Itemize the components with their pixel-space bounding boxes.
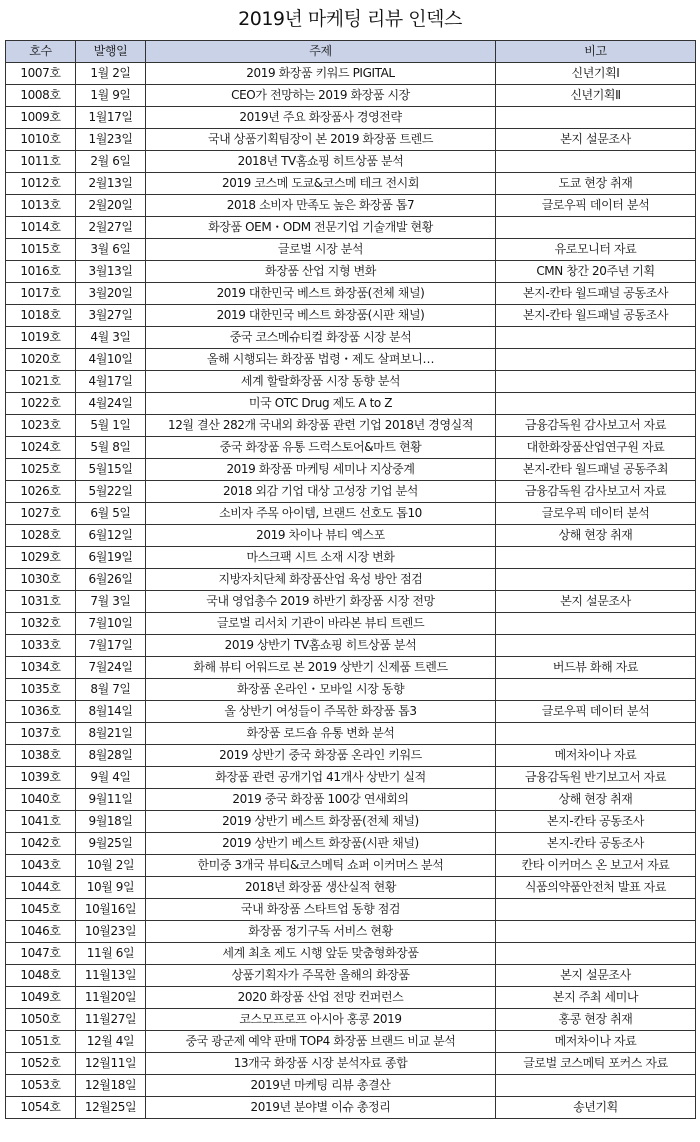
publish-date-cell: 11월 6일 bbox=[76, 943, 146, 965]
issue-no-cell: 1030호 bbox=[6, 569, 76, 591]
topic-cell: 상품기획자가 주목한 올해의 화장품 bbox=[146, 965, 496, 987]
topic-cell: 중국 화장품 유통 드럭스토어&마트 현황 bbox=[146, 437, 496, 459]
note-cell: 본지 설문조사 bbox=[496, 129, 696, 151]
issue-no-cell: 1044호 bbox=[6, 877, 76, 899]
topic-cell: 2019 대한민국 베스트 화장품(시판 채널) bbox=[146, 305, 496, 327]
publish-date-cell: 1월 2일 bbox=[76, 63, 146, 85]
publish-date-cell: 4월17일 bbox=[76, 371, 146, 393]
table-row bbox=[6, 283, 696, 305]
table-row bbox=[6, 547, 696, 569]
table-row bbox=[6, 503, 696, 525]
note-cell bbox=[496, 327, 696, 349]
table-row bbox=[6, 679, 696, 701]
publish-date-cell: 7월 3일 bbox=[76, 591, 146, 613]
table-row bbox=[6, 833, 696, 855]
issue-no-cell: 1018호 bbox=[6, 305, 76, 327]
note-cell bbox=[496, 349, 696, 371]
issue-no-cell: 1032호 bbox=[6, 613, 76, 635]
issue-no-cell: 1010호 bbox=[6, 129, 76, 151]
issue-no-cell: 1037호 bbox=[6, 723, 76, 745]
publish-date-cell: 8월14일 bbox=[76, 701, 146, 723]
issue-no-cell: 1047호 bbox=[6, 943, 76, 965]
publish-date-cell: 9월11일 bbox=[76, 789, 146, 811]
note-cell bbox=[496, 393, 696, 415]
table-row bbox=[6, 899, 696, 921]
publish-date-cell: 3월 6일 bbox=[76, 239, 146, 261]
table-row bbox=[6, 107, 696, 129]
issue-no-cell: 1053호 bbox=[6, 1075, 76, 1097]
topic-cell: 2020 화장품 산업 전망 컨퍼런스 bbox=[146, 987, 496, 1009]
table-row bbox=[6, 965, 696, 987]
issue-no-cell: 1040호 bbox=[6, 789, 76, 811]
table-row bbox=[6, 855, 696, 877]
issue-no-cell: 1028호 bbox=[6, 525, 76, 547]
table-row bbox=[6, 459, 696, 481]
topic-cell: 화장품 정기구독 서비스 현황 bbox=[146, 921, 496, 943]
issue-no-cell: 1007호 bbox=[6, 63, 76, 85]
topic-cell: 화장품 온라인・모바일 시장 동향 bbox=[146, 679, 496, 701]
topic-cell: 2019 차이나 뷰티 엑스포 bbox=[146, 525, 496, 547]
table-row bbox=[6, 239, 696, 261]
note-cell: 칸타 이커머스 온 보고서 자료 bbox=[496, 855, 696, 877]
issue-no-cell: 1008호 bbox=[6, 85, 76, 107]
publish-date-cell: 2월13일 bbox=[76, 173, 146, 195]
topic-cell: 2019 상반기 TV홈쇼핑 히트상품 분석 bbox=[146, 635, 496, 657]
issue-no-cell: 1023호 bbox=[6, 415, 76, 437]
topic-cell: 2019년 분야별 이슈 총정리 bbox=[146, 1097, 496, 1119]
note-cell: CMN 창간 20주년 기획 bbox=[496, 261, 696, 283]
topic-cell: 2018 소비자 만족도 높은 화장품 톱7 bbox=[146, 195, 496, 217]
topic-cell: 소비자 주목 아이템, 브랜드 선호도 톱10 bbox=[146, 503, 496, 525]
issue-no-cell: 1046호 bbox=[6, 921, 76, 943]
issue-no-cell: 1050호 bbox=[6, 1009, 76, 1031]
topic-cell: 한미중 3개국 뷰티&코스메틱 쇼퍼 이커머스 분석 bbox=[146, 855, 496, 877]
issue-no-cell: 1042호 bbox=[6, 833, 76, 855]
note-cell: 상해 현장 취재 bbox=[496, 789, 696, 811]
topic-cell: 2019 대한민국 베스트 화장품(전체 채널) bbox=[146, 283, 496, 305]
publish-date-cell: 1월17일 bbox=[76, 107, 146, 129]
table-row bbox=[6, 371, 696, 393]
publish-date-cell: 7월17일 bbox=[76, 635, 146, 657]
publish-date-cell: 11월13일 bbox=[76, 965, 146, 987]
issue-no-cell: 1021호 bbox=[6, 371, 76, 393]
publish-date-cell: 3월13일 bbox=[76, 261, 146, 283]
topic-cell: 세계 최초 제도 시행 앞둔 맞춤형화장품 bbox=[146, 943, 496, 965]
publish-date-cell: 3월27일 bbox=[76, 305, 146, 327]
topic-cell: 지방자치단체 화장품산업 육성 방안 점검 bbox=[146, 569, 496, 591]
publish-date-cell: 9월18일 bbox=[76, 811, 146, 833]
issue-no-cell: 1033호 bbox=[6, 635, 76, 657]
note-cell: 본지-칸타 공동조사 bbox=[496, 833, 696, 855]
publish-date-cell: 5월 8일 bbox=[76, 437, 146, 459]
table-row bbox=[6, 525, 696, 547]
publish-date-cell: 5월22일 bbox=[76, 481, 146, 503]
table-row bbox=[6, 943, 696, 965]
topic-cell: 화장품 관련 공개기업 41개사 상반기 실적 bbox=[146, 767, 496, 789]
topic-cell: 2019 상반기 베스트 화장품(시판 채널) bbox=[146, 833, 496, 855]
publish-date-cell: 5월15일 bbox=[76, 459, 146, 481]
table-row bbox=[6, 327, 696, 349]
publish-date-cell: 4월24일 bbox=[76, 393, 146, 415]
table-row bbox=[6, 789, 696, 811]
note-cell: 글로우픽 데이터 분석 bbox=[496, 503, 696, 525]
note-cell: 본지 설문조사 bbox=[496, 591, 696, 613]
issue-no-cell: 1045호 bbox=[6, 899, 76, 921]
note-cell: 대한화장품산업연구원 자료 bbox=[496, 437, 696, 459]
publish-date-cell: 2월27일 bbox=[76, 217, 146, 239]
topic-cell: 2019 상반기 중국 화장품 온라인 키워드 bbox=[146, 745, 496, 767]
note-cell bbox=[496, 547, 696, 569]
note-cell: 글로우픽 데이터 분석 bbox=[496, 701, 696, 723]
publish-date-cell: 2월 6일 bbox=[76, 151, 146, 173]
issue-no-cell: 1049호 bbox=[6, 987, 76, 1009]
topic-cell: 화장품 OEM・ODM 전문기업 기술개발 현황 bbox=[146, 217, 496, 239]
issue-no-cell: 1012호 bbox=[6, 173, 76, 195]
issue-no-cell: 1039호 bbox=[6, 767, 76, 789]
topic-cell: 국내 영업총수 2019 하반기 화장품 시장 전망 bbox=[146, 591, 496, 613]
topic-cell: 12월 결산 282개 국내외 화장품 관련 기업 2018년 경영실적 bbox=[146, 415, 496, 437]
note-cell: 금융감독원 반기보고서 자료 bbox=[496, 767, 696, 789]
table-row bbox=[6, 173, 696, 195]
note-cell: 본지-칸타 공동조사 bbox=[496, 811, 696, 833]
issue-no-cell: 1034호 bbox=[6, 657, 76, 679]
header-topic: 주제 bbox=[146, 41, 496, 63]
note-cell: 식품의약품안전처 발표 자료 bbox=[496, 877, 696, 899]
note-cell bbox=[496, 217, 696, 239]
publish-date-cell: 12월25일 bbox=[76, 1097, 146, 1119]
topic-cell: 올해 시행되는 화장품 법령・제도 살펴보니… bbox=[146, 349, 496, 371]
table-row bbox=[6, 1097, 696, 1119]
table-row bbox=[6, 569, 696, 591]
table-row bbox=[6, 877, 696, 899]
table-row bbox=[6, 305, 696, 327]
note-cell: 메저차이나 자료 bbox=[496, 1031, 696, 1053]
publish-date-cell: 6월26일 bbox=[76, 569, 146, 591]
topic-cell: 중국 광군제 예약 판매 TOP4 화장품 브랜드 비교 분석 bbox=[146, 1031, 496, 1053]
note-cell: 유로모니터 자료 bbox=[496, 239, 696, 261]
note-cell: 홍콩 현장 취재 bbox=[496, 1009, 696, 1031]
table-row bbox=[6, 921, 696, 943]
table-row bbox=[6, 657, 696, 679]
topic-cell: 중국 코스메슈티컬 화장품 시장 분석 bbox=[146, 327, 496, 349]
issue-no-cell: 1043호 bbox=[6, 855, 76, 877]
issue-no-cell: 1014호 bbox=[6, 217, 76, 239]
note-cell bbox=[496, 679, 696, 701]
topic-cell: 글로벌 리서치 기관이 바라본 뷰티 트렌드 bbox=[146, 613, 496, 635]
issue-no-cell: 1020호 bbox=[6, 349, 76, 371]
note-cell bbox=[496, 635, 696, 657]
note-cell: 금융감독원 감사보고서 자료 bbox=[496, 481, 696, 503]
topic-cell: 화해 뷰티 어워드로 본 2019 상반기 신제품 트렌드 bbox=[146, 657, 496, 679]
header-publish-date: 발행일 bbox=[76, 41, 146, 63]
note-cell: 본지 설문조사 bbox=[496, 965, 696, 987]
publish-date-cell: 8월 7일 bbox=[76, 679, 146, 701]
topic-cell: 2019년 마케팅 리뷰 총결산 bbox=[146, 1075, 496, 1097]
note-cell bbox=[496, 943, 696, 965]
issue-no-cell: 1041호 bbox=[6, 811, 76, 833]
table-row bbox=[6, 987, 696, 1009]
issue-no-cell: 1022호 bbox=[6, 393, 76, 415]
publish-date-cell: 5월 1일 bbox=[76, 415, 146, 437]
topic-cell: 화장품 산업 지형 변화 bbox=[146, 261, 496, 283]
publish-date-cell: 10월16일 bbox=[76, 899, 146, 921]
header-note: 비고 bbox=[496, 41, 696, 63]
topic-cell: 2019 코스메 도쿄&코스메 테크 전시회 bbox=[146, 173, 496, 195]
publish-date-cell: 9월25일 bbox=[76, 833, 146, 855]
issue-no-cell: 1048호 bbox=[6, 965, 76, 987]
note-cell: 본지-칸타 월드패널 공동주최 bbox=[496, 459, 696, 481]
header-issue-no: 호수 bbox=[6, 41, 76, 63]
note-cell: 메저차이나 자료 bbox=[496, 745, 696, 767]
publish-date-cell: 4월10일 bbox=[76, 349, 146, 371]
note-cell bbox=[496, 723, 696, 745]
table-row bbox=[6, 1009, 696, 1031]
topic-cell: 올 상반기 여성들이 주목한 화장품 톱3 bbox=[146, 701, 496, 723]
table-row bbox=[6, 85, 696, 107]
index-table bbox=[5, 40, 696, 1119]
issue-no-cell: 1009호 bbox=[6, 107, 76, 129]
topic-cell: 글로벌 시장 분석 bbox=[146, 239, 496, 261]
issue-no-cell: 1052호 bbox=[6, 1053, 76, 1075]
publish-date-cell: 10월 9일 bbox=[76, 877, 146, 899]
note-cell bbox=[496, 371, 696, 393]
topic-cell: 2019 상반기 베스트 화장품(전체 채널) bbox=[146, 811, 496, 833]
topic-cell: 2019년 주요 화장품사 경영전략 bbox=[146, 107, 496, 129]
issue-no-cell: 1024호 bbox=[6, 437, 76, 459]
topic-cell: 2019 중국 화장품 100강 연새회의 bbox=[146, 789, 496, 811]
publish-date-cell: 2월20일 bbox=[76, 195, 146, 217]
publish-date-cell: 6월19일 bbox=[76, 547, 146, 569]
topic-cell: CEO가 전망하는 2019 화장품 시장 bbox=[146, 85, 496, 107]
publish-date-cell: 3월20일 bbox=[76, 283, 146, 305]
publish-date-cell: 12월11일 bbox=[76, 1053, 146, 1075]
topic-cell: 2018 외감 기업 대상 고성장 기업 분석 bbox=[146, 481, 496, 503]
note-cell: 본지 주최 세미나 bbox=[496, 987, 696, 1009]
note-cell: 버드뷰 화해 자료 bbox=[496, 657, 696, 679]
issue-no-cell: 1026호 bbox=[6, 481, 76, 503]
topic-cell: 국내 화장품 스타트업 동향 점검 bbox=[146, 899, 496, 921]
issue-no-cell: 1051호 bbox=[6, 1031, 76, 1053]
table-row bbox=[6, 393, 696, 415]
table-header bbox=[6, 41, 696, 63]
topic-cell: 코스모프로프 아시아 홍콩 2019 bbox=[146, 1009, 496, 1031]
note-cell: 본지-칸타 월드패널 공동조사 bbox=[496, 305, 696, 327]
publish-date-cell: 12월 4일 bbox=[76, 1031, 146, 1053]
table-row bbox=[6, 217, 696, 239]
topic-cell: 마스크팩 시트 소재 시장 변화 bbox=[146, 547, 496, 569]
note-cell: 글로벌 코스메틱 포커스 자료 bbox=[496, 1053, 696, 1075]
publish-date-cell: 1월 9일 bbox=[76, 85, 146, 107]
table-row bbox=[6, 1075, 696, 1097]
table-row bbox=[6, 745, 696, 767]
table-row bbox=[6, 767, 696, 789]
issue-no-cell: 1025호 bbox=[6, 459, 76, 481]
table-row bbox=[6, 591, 696, 613]
topic-cell: 13개국 화장품 시장 분석자료 종합 bbox=[146, 1053, 496, 1075]
table-row bbox=[6, 151, 696, 173]
issue-no-cell: 1036호 bbox=[6, 701, 76, 723]
publish-date-cell: 12월18일 bbox=[76, 1075, 146, 1097]
note-cell: 도쿄 현장 취재 bbox=[496, 173, 696, 195]
publish-date-cell: 7월24일 bbox=[76, 657, 146, 679]
issue-no-cell: 1029호 bbox=[6, 547, 76, 569]
issue-no-cell: 1016호 bbox=[6, 261, 76, 283]
note-cell: 신년기획Ⅱ bbox=[496, 85, 696, 107]
publish-date-cell: 4월 3일 bbox=[76, 327, 146, 349]
topic-cell: 국내 상품기획팀장이 본 2019 화장품 트렌드 bbox=[146, 129, 496, 151]
issue-no-cell: 1011호 bbox=[6, 151, 76, 173]
note-cell bbox=[496, 921, 696, 943]
topic-cell: 2018년 화장품 생산실적 현황 bbox=[146, 877, 496, 899]
issue-no-cell: 1035호 bbox=[6, 679, 76, 701]
table-body bbox=[6, 63, 696, 1119]
note-cell: 송년기획 bbox=[496, 1097, 696, 1119]
issue-no-cell: 1017호 bbox=[6, 283, 76, 305]
table-row bbox=[6, 261, 696, 283]
publish-date-cell: 11월27일 bbox=[76, 1009, 146, 1031]
topic-cell: 세계 할랄화장품 시장 동향 분석 bbox=[146, 371, 496, 393]
issue-no-cell: 1038호 bbox=[6, 745, 76, 767]
table-row bbox=[6, 811, 696, 833]
publish-date-cell: 8월21일 bbox=[76, 723, 146, 745]
publish-date-cell: 6월 5일 bbox=[76, 503, 146, 525]
publish-date-cell: 1월23일 bbox=[76, 129, 146, 151]
table-row bbox=[6, 63, 696, 85]
publish-date-cell: 8월28일 bbox=[76, 745, 146, 767]
publish-date-cell: 9월 4일 bbox=[76, 767, 146, 789]
publish-date-cell: 10월 2일 bbox=[76, 855, 146, 877]
note-cell: 신년기획Ⅰ bbox=[496, 63, 696, 85]
note-cell bbox=[496, 107, 696, 129]
table-row bbox=[6, 129, 696, 151]
table-row bbox=[6, 415, 696, 437]
table-row bbox=[6, 349, 696, 371]
topic-cell: 2019 화장품 키워드 PIGITAL bbox=[146, 63, 496, 85]
table-row bbox=[6, 701, 696, 723]
note-cell: 상해 현장 취재 bbox=[496, 525, 696, 547]
publish-date-cell: 11월20일 bbox=[76, 987, 146, 1009]
note-cell: 글로우픽 데이터 분석 bbox=[496, 195, 696, 217]
topic-cell: 미국 OTC Drug 제도 A to Z bbox=[146, 393, 496, 415]
note-cell: 본지-칸타 월드패널 공동조사 bbox=[496, 283, 696, 305]
note-cell bbox=[496, 899, 696, 921]
table-row bbox=[6, 723, 696, 745]
table-row bbox=[6, 1031, 696, 1053]
note-cell bbox=[496, 151, 696, 173]
note-cell bbox=[496, 1075, 696, 1097]
table-row bbox=[6, 195, 696, 217]
note-cell bbox=[496, 613, 696, 635]
header-row bbox=[6, 41, 696, 63]
issue-no-cell: 1031호 bbox=[6, 591, 76, 613]
table-row bbox=[6, 635, 696, 657]
page-title: 2019년 마케팅 리뷰 인덱스 bbox=[238, 8, 462, 30]
publish-date-cell: 7월10일 bbox=[76, 613, 146, 635]
note-cell bbox=[496, 569, 696, 591]
note-cell: 금융감독원 감사보고서 자료 bbox=[496, 415, 696, 437]
publish-date-cell: 10월23일 bbox=[76, 921, 146, 943]
issue-no-cell: 1054호 bbox=[6, 1097, 76, 1119]
topic-cell: 2018년 TV홈쇼핑 히트상품 분석 bbox=[146, 151, 496, 173]
table-row bbox=[6, 437, 696, 459]
issue-no-cell: 1019호 bbox=[6, 327, 76, 349]
table-row bbox=[6, 613, 696, 635]
table-row bbox=[6, 481, 696, 503]
issue-no-cell: 1013호 bbox=[6, 195, 76, 217]
publish-date-cell: 6월12일 bbox=[76, 525, 146, 547]
issue-no-cell: 1027호 bbox=[6, 503, 76, 525]
topic-cell: 2019 화장품 마케팅 세미나 지상중계 bbox=[146, 459, 496, 481]
table-row bbox=[6, 1053, 696, 1075]
topic-cell: 화장품 로드숍 유통 변화 분석 bbox=[146, 723, 496, 745]
issue-no-cell: 1015호 bbox=[6, 239, 76, 261]
